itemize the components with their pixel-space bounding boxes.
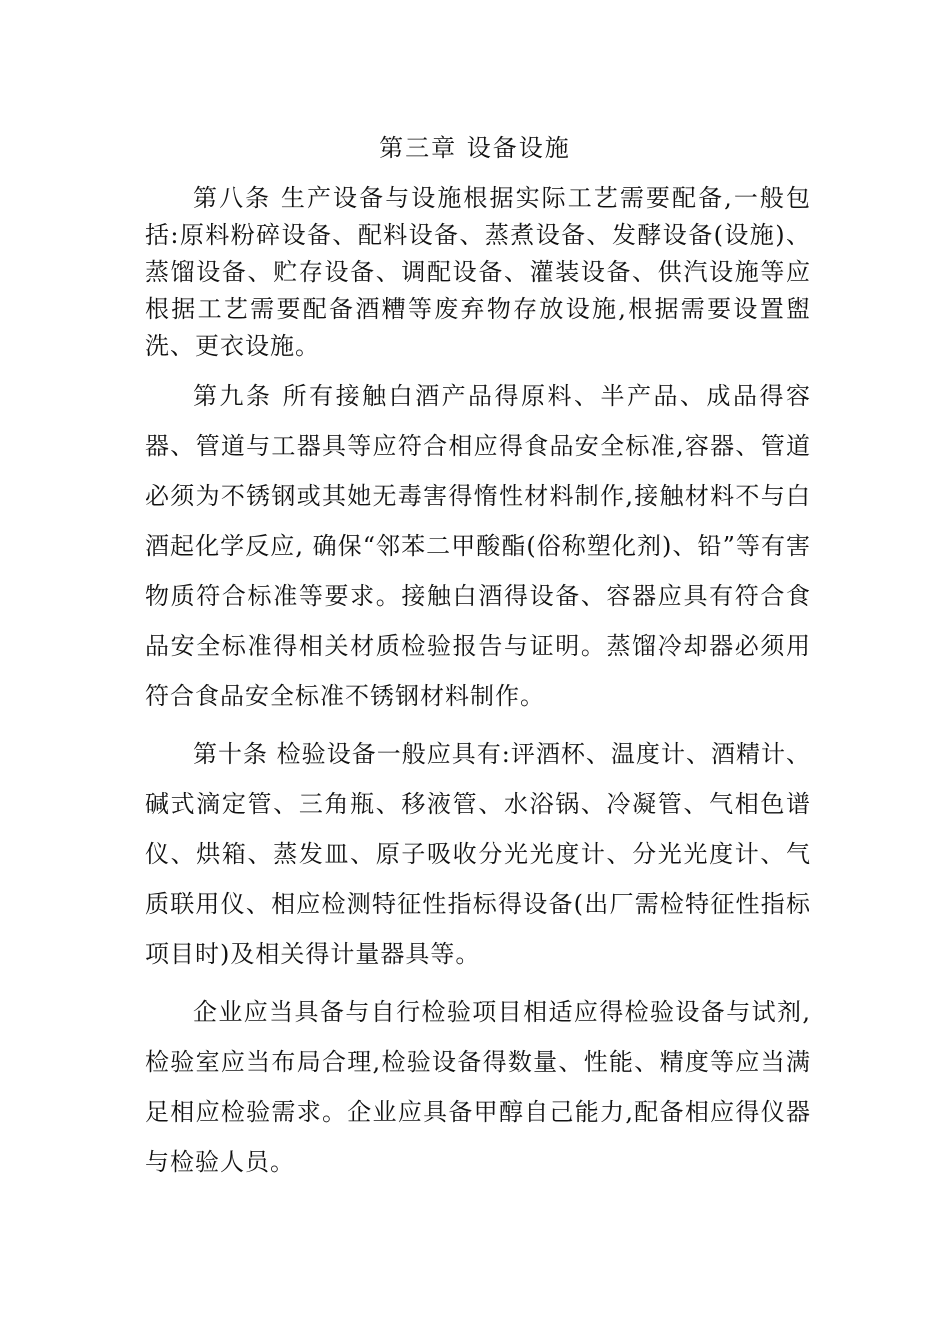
- lab-requirements-paragraph: 企业应当具备与自行检验项目相适应得检验设备与试剂,检验室应当布局合理,检验设备得数量、性能、精度等应当满足相应检验需求。企业应具备甲醇自己能力,配备相应得仪器与检验人员。: [145, 998, 811, 1176]
- article-9-paragraph: 第九条 所有接触白酒产品得原料、半产品、成品得容器、管道与工器具等应符合相应得食品安全标准,容器、管道必须为不锈钢或其她无毒害得惰性材料制作,接触材料不与白酒起化学反应, 确保“邻苯二甲酸酯(俗称塑化剂)、铅”等有害物质符合标准等要求。接触白酒得设备、容器应具有符合食品安全标准得相关材质检验报告与证明。蒸馏冷却器必须用符合食品安全标准不锈钢材料制作。: [145, 382, 811, 710]
- article-8-paragraph: 第八条 生产设备与设施根据实际工艺需要配备,一般包括:原料粉碎设备、配料设备、蒸煮设备、发酵设备(设施)、蒸馏设备、贮存设备、调配设备、灌装设备、供汽设施等应根据工艺需要配备酒糟等废弃物存放设施,根据需要设置盥洗、更衣设施。: [145, 184, 811, 360]
- article-10-paragraph: 第十条 检验设备一般应具有:评酒杯、温度计、酒精计、碱式滴定管、三角瓶、移液管、水浴锅、冷凝管、气相色谱仪、烘箱、蒸发皿、原子吸收分光光度计、分光光度计、气质联用仪、相应检测特征性指标得设备(出厂需检特征性指标项目时)及相关得计量器具等。: [145, 740, 811, 968]
- chapter-title: 第三章 设备设施: [379, 134, 571, 162]
- document-body: [145, 180, 811, 1189]
